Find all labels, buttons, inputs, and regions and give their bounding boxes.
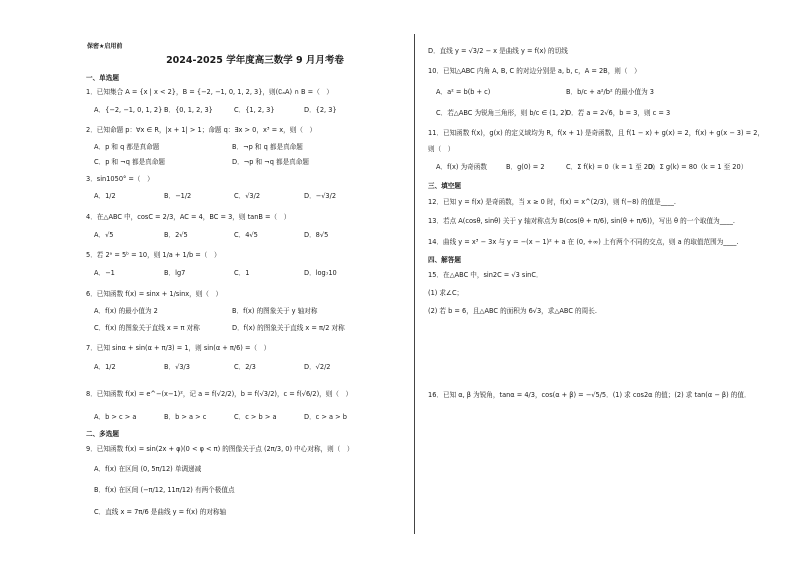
question-15: 15．在△ABC 中，sin2C = √3 sinC． bbox=[428, 271, 543, 279]
question-15-part-1: (1) 求∠C； bbox=[428, 289, 464, 297]
q10-option-a: A．a² = b(b + c) bbox=[436, 88, 491, 96]
question-3: 3．sin1050° =（ ） bbox=[86, 175, 154, 183]
q5-option-d: D．log₇10 bbox=[304, 269, 337, 277]
q2-option-a: A．p 和 q 都是真命题 bbox=[94, 143, 160, 151]
question-5: 5．若 2ᵃ = 5ᵇ = 10，则 1/a + 1/b =（ ） bbox=[86, 251, 221, 259]
q4-option-a: A．√5 bbox=[94, 231, 114, 239]
q4-option-d: D．8√5 bbox=[304, 231, 329, 239]
question-2: 2．已知命题 p：∀x ∈ R，|x + 1| > 1；命题 q：∃x > 0，x³ = x，则（ ） bbox=[86, 126, 317, 134]
question-13: 13．若点 A(cosθ, sinθ) 关于 y 轴对称点为 B(cos(θ + π/6), sin(θ + π/6))，写出 θ 的一个取值为____. bbox=[428, 217, 735, 225]
question-15-part-2: (2) 若 b = 6，且△ABC 的面积为 6√3，求△ABC 的周长. bbox=[428, 307, 597, 315]
q1-option-b: B．{0, 1, 2, 3} bbox=[164, 106, 213, 114]
q4-option-c: C．4√5 bbox=[234, 231, 258, 239]
confidential-mark: 保密★启用前 bbox=[87, 43, 123, 50]
q2-option-b: B．¬p 和 q 都是真命题 bbox=[232, 143, 303, 151]
column-divider bbox=[414, 34, 415, 534]
q2-option-c: C．p 和 ¬q 都是真命题 bbox=[94, 158, 165, 166]
q7-option-d: D．√2/2 bbox=[304, 363, 331, 371]
question-1: 1．已知集合 A = {x | x < 2}，B = {−2, −1, 0, 1, 2, 3}，则(∁ₐA) ∩ B =（ ） bbox=[86, 88, 333, 96]
q9-option-c: C．直线 x = 7π/6 是曲线 y = f(x) 的对称轴 bbox=[94, 508, 227, 516]
q3-option-d: D．−√3/2 bbox=[304, 192, 337, 200]
q11-option-d: D．Σ g(k) = 80（k = 1 至 20） bbox=[648, 163, 748, 171]
q7-option-a: A．1/2 bbox=[94, 363, 116, 371]
q9-option-b: B．f(x) 在区间 (−π/12, 11π/12) 有两个极值点 bbox=[94, 486, 235, 494]
q3-option-b: B．−1/2 bbox=[164, 192, 192, 200]
q1-option-c: C．{1, 2, 3} bbox=[234, 106, 275, 114]
q1-option-d: D．{2, 3} bbox=[304, 106, 337, 114]
q3-option-c: C．√3/2 bbox=[234, 192, 261, 200]
section-multi-choice: 二、多选题 bbox=[86, 430, 119, 438]
q11-option-c: C．Σ f(k) = 0（k = 1 至 20） bbox=[566, 163, 659, 171]
q4-option-b: B．2√5 bbox=[164, 231, 188, 239]
question-16: 16．已知 α, β 为锐角，tanα = 4/3，cos(α + β) = −√5/5．(1) 求 cos2α 的值；(2) 求 tan(α − β) 的值． bbox=[428, 391, 751, 399]
q8-option-d: D．c > a > b bbox=[304, 413, 347, 421]
question-10: 10．已知△ABC 内角 A, B, C 的对边分别是 a, b, c，A = 2B，则（ ） bbox=[428, 67, 641, 75]
q10-option-d: D．若 a = 2√6，b = 3，则 c = 3 bbox=[566, 109, 671, 117]
q7-option-b: B．√3/3 bbox=[164, 363, 190, 371]
question-8: 8．已知函数 f(x) = e^−(x−1)²，记 a = f(√2/2)，b = f(√3/2)，c = f(√6/2)，则（ ） bbox=[86, 390, 353, 398]
q11-option-b: B．g(0) = 2 bbox=[506, 163, 545, 171]
question-6: 6．已知函数 f(x) = sinx + 1/sinx，则（ ） bbox=[86, 290, 223, 298]
question-9: 9．已知函数 f(x) = sin(2x + φ)(0 < φ < π) 的图像关于点 (2π/3, 0) 中心对称，则（ ） bbox=[86, 445, 354, 453]
q6-option-b: B．f(x) 的图象关于 y 轴对称 bbox=[232, 307, 318, 315]
q7-option-c: C．2/3 bbox=[234, 363, 256, 371]
page-title: 2024-2025 学年度高三数学 9 月月考卷 bbox=[166, 55, 344, 66]
q6-option-c: C．f(x) 的图象关于直线 x = π 对称 bbox=[94, 324, 200, 332]
q3-option-a: A．1/2 bbox=[94, 192, 116, 200]
q11-option-a: A．f(x) 为奇函数 bbox=[436, 163, 487, 171]
section-answer: 四、解答题 bbox=[428, 256, 461, 264]
question-11: 11．已知函数 f(x)，g(x) 的定义域均为 R，f(x + 1) 是奇函数，且 f(1 − x) + g(x) = 2，f(x) + g(x − 3) = 2， bbox=[428, 129, 765, 137]
question-4: 4．在△ABC 中，cosC = 2/3，AC = 4，BC = 3，则 tanB =（ ） bbox=[86, 213, 291, 221]
q6-option-d: D．f(x) 的图象关于直线 x = π/2 对称 bbox=[232, 324, 345, 332]
q6-option-a: A．f(x) 的最小值为 2 bbox=[94, 307, 158, 315]
q8-option-c: C．c > b > a bbox=[234, 413, 277, 421]
q5-option-a: A．−1 bbox=[94, 269, 115, 277]
q9-option-d: D．直线 y = √3/2 − x 是曲线 y = f(x) 的切线 bbox=[428, 47, 568, 55]
q9-option-a: A．f(x) 在区间 (0, 5π/12) 单调递减 bbox=[94, 465, 202, 473]
section-fill-in: 三、填空题 bbox=[428, 182, 461, 190]
q2-option-d: D．¬p 和 ¬q 都是真命题 bbox=[232, 158, 309, 166]
q5-option-c: C．1 bbox=[234, 269, 250, 277]
q8-option-a: A．b > c > a bbox=[94, 413, 137, 421]
question-11-cont: 则（ ） bbox=[428, 145, 455, 153]
q10-option-c: C．若△ABC 为锐角三角形，则 b/c ∈ (1, 2) bbox=[436, 109, 568, 117]
question-14: 14．曲线 y = x³ − 3x 与 y = −(x − 1)² + a 在 (0, +∞) 上有两个不同的交点，则 a 的取值范围为____. bbox=[428, 238, 739, 246]
q8-option-b: B．b > a > c bbox=[164, 413, 207, 421]
question-12: 12．已知 y = f(x) 是奇函数，当 x ≥ 0 时，f(x) = x^(2/3)，则 f(−8) 的值是____. bbox=[428, 198, 677, 206]
q10-option-b: B．b/c + a²/b² 的最小值为 3 bbox=[566, 88, 654, 96]
q1-option-a: A．{−2, −1, 0, 1, 2} bbox=[94, 106, 163, 114]
question-7: 7．已知 sinα + sin(α + π/3) = 1，则 sin(α + π/6) =（ ） bbox=[86, 344, 271, 352]
section-single-choice: 一、单选题 bbox=[86, 74, 119, 82]
q5-option-b: B．lg7 bbox=[164, 269, 186, 277]
